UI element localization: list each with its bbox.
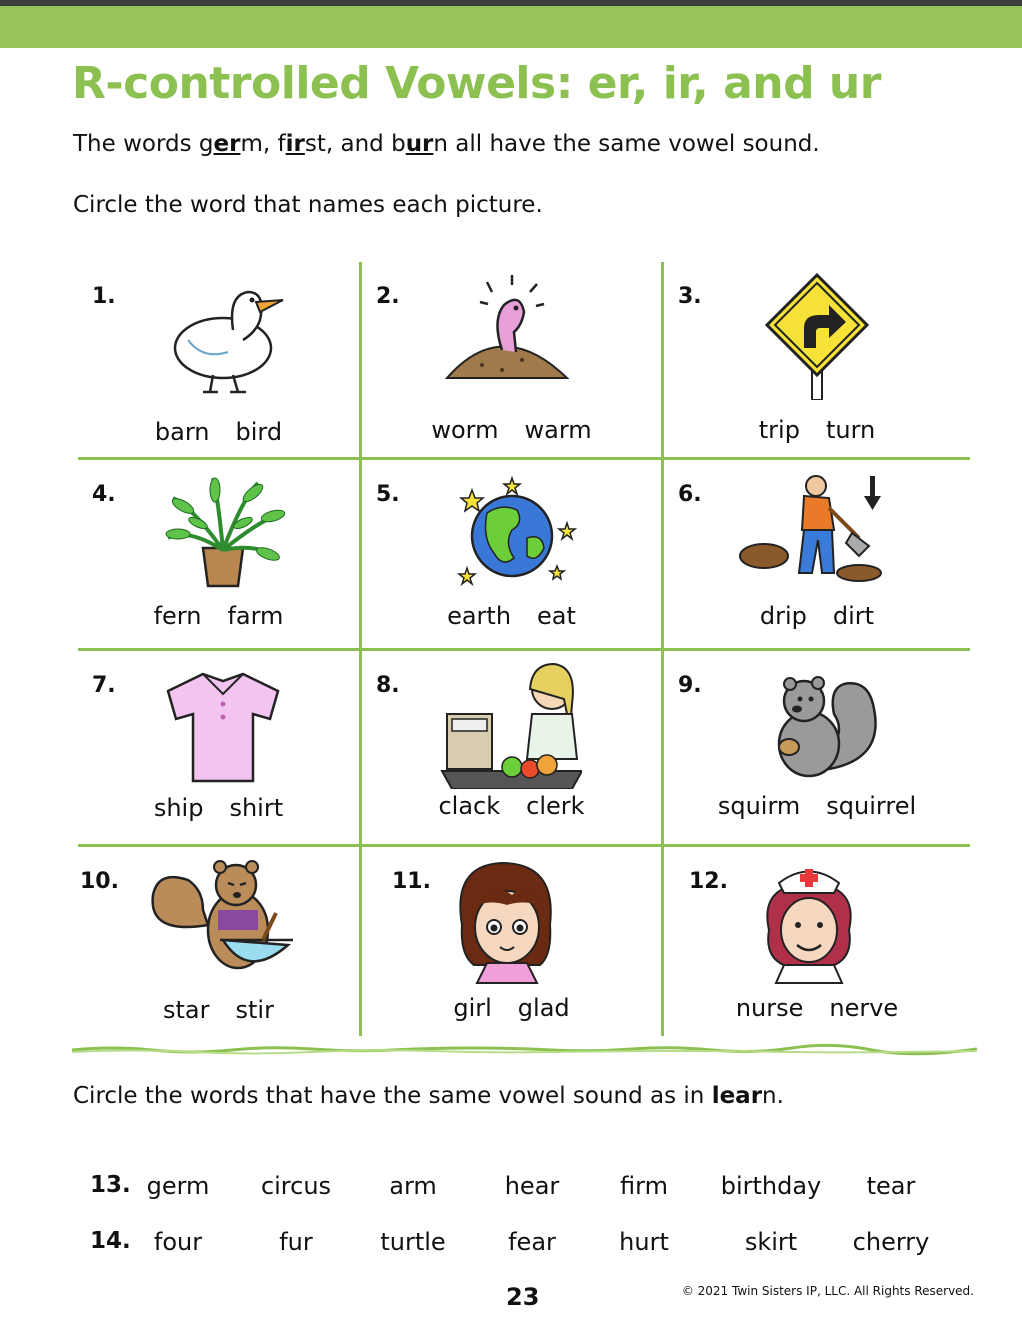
word-option[interactable]: circus [260, 1172, 332, 1200]
page-title: R-controlled Vowels: er, ir, and ur [72, 58, 881, 109]
word-option[interactable]: fur [279, 1228, 313, 1256]
word-choice[interactable]: trip [758, 416, 800, 444]
word-option[interactable]: birthday [720, 1172, 822, 1200]
item-cell: 3. trip turn [664, 262, 970, 457]
word-option[interactable]: germ [146, 1172, 210, 1200]
copyright-notice: © 2021 Twin Sisters IP, LLC. All Rights Reserved. [681, 1284, 974, 1298]
word-choice[interactable]: clerk [526, 792, 585, 820]
word-choice[interactable]: bird [235, 418, 283, 446]
word-option[interactable]: tear [866, 1172, 916, 1200]
word-option[interactable]: skirt [744, 1228, 798, 1256]
word-choice[interactable]: squirm [717, 792, 801, 820]
word-choice[interactable]: star [163, 996, 210, 1024]
item-cell: 11. girl glad [362, 847, 661, 1036]
item-cell: 5. earth eat [362, 460, 661, 648]
word-option[interactable]: firm [620, 1172, 668, 1200]
item-cell: 12. nurse nerve [664, 847, 970, 1036]
instruction-circle-picture: Circle the word that names each picture. [73, 192, 543, 218]
word-choice[interactable]: turn [825, 416, 876, 444]
word-choice[interactable]: squirrel [826, 792, 917, 820]
word-choice[interactable]: barn [154, 418, 210, 446]
word-choice[interactable]: clack [438, 792, 501, 820]
word-choice[interactable]: farm [227, 602, 284, 630]
word-choice[interactable]: stir [235, 996, 274, 1024]
item-cell: 7. ship shirt [78, 651, 359, 844]
item-cell: 10. star stir [78, 847, 359, 1036]
word-option[interactable]: hurt [619, 1228, 669, 1256]
word-option[interactable]: cherry [852, 1228, 930, 1256]
word-choice[interactable]: warm [524, 416, 592, 444]
nurse-picture [734, 855, 884, 985]
word-choice[interactable]: girl [453, 994, 492, 1022]
word-choice[interactable]: ship [153, 794, 204, 822]
word-option[interactable]: arm [389, 1172, 437, 1200]
word-choice[interactable]: worm [431, 416, 499, 444]
word-choice[interactable]: drip [759, 602, 807, 630]
item-cell: 1. barn bird [78, 262, 359, 457]
turn-sign-picture [734, 270, 884, 400]
girl-picture [432, 855, 582, 985]
squirrel-picture [734, 659, 884, 789]
item-cell: 8. clack clerk [362, 651, 661, 844]
dirt-picture [734, 468, 884, 598]
fern-picture [148, 468, 298, 598]
item-cell: 2. worm warm [362, 262, 661, 457]
word-choice[interactable]: dirt [832, 602, 875, 630]
word-option[interactable]: four [153, 1228, 203, 1256]
picture-grid [78, 262, 970, 1036]
bird-picture [148, 270, 298, 400]
intro-sentence: The words germ, first, and burn all have the same vowel sound. [73, 131, 820, 157]
instruction-circle-learn: Circle the words that have the same vowel sound as in learn. [73, 1083, 784, 1109]
word-choice[interactable]: nerve [829, 994, 899, 1022]
page-number: 23 [506, 1283, 540, 1311]
word-row-13: 13. germ circus arm hear firm birthday tear [90, 1172, 916, 1200]
stir-picture [148, 855, 298, 985]
word-row-14: 14. four fur turtle fear hurt skirt cherry [90, 1228, 930, 1256]
word-choice[interactable]: earth [447, 602, 512, 630]
clerk-picture [432, 659, 582, 789]
shirt-picture [148, 659, 298, 789]
word-choice[interactable]: glad [517, 994, 570, 1022]
top-green-band [0, 6, 1022, 48]
word-choice[interactable]: eat [537, 602, 576, 630]
item-cell: 4. fern farm [78, 460, 359, 648]
earth-picture [432, 468, 582, 598]
word-option[interactable]: turtle [380, 1228, 446, 1256]
word-choice[interactable]: fern [153, 602, 202, 630]
word-option[interactable]: fear [508, 1228, 556, 1256]
worm-picture [432, 270, 582, 400]
item-cell: 9. squirm squirrel [664, 651, 970, 844]
word-choice[interactable]: nurse [735, 994, 804, 1022]
word-choice[interactable]: shirt [229, 794, 284, 822]
word-option[interactable]: hear [504, 1172, 560, 1200]
item-cell: 6. drip dirt [664, 460, 970, 648]
grass-divider [72, 1042, 977, 1056]
